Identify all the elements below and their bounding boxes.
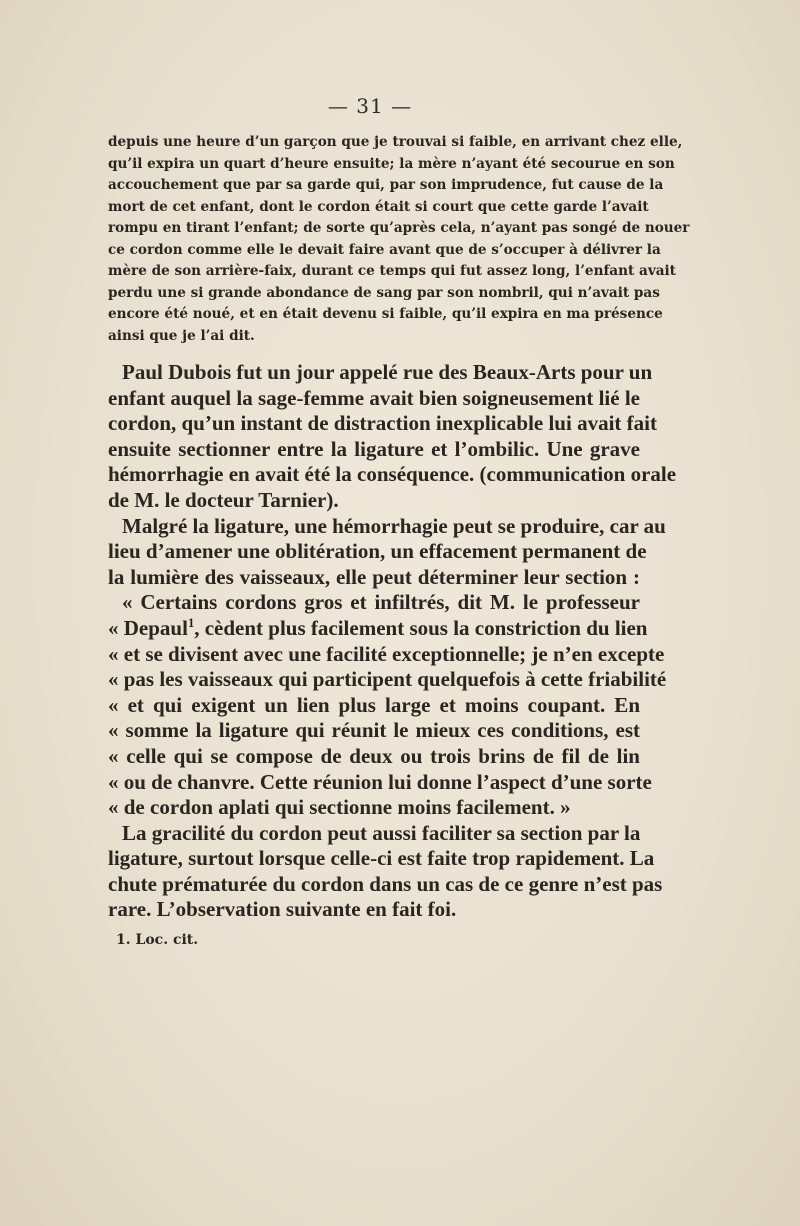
text-line: accouchement que par sa garde qui, par son imprudence, fut cause de la xyxy=(108,177,664,193)
quote-line xyxy=(108,615,648,642)
text-line: depuis une heure d’un garçon que je trouvai si faible, en arrivant chez elle, xyxy=(108,134,683,150)
text-line: la lumière des vaisseaux, elle peut déterminer leur section : xyxy=(108,564,640,589)
text-line: perdu une si grande abondance de sang par son nombril, qui n’avait pas xyxy=(108,284,660,301)
text-line: ainsi que je l’ai dit. xyxy=(108,327,255,344)
quote-line: « celle qui se compose de deux ou trois brins de fil de lin xyxy=(108,743,640,768)
text-line: Paul Dubois fut un jour appelé rue des Beaux-Arts pour un xyxy=(122,360,653,384)
text-line: hémorrhagie en avait été la conséquence. (communication orale xyxy=(108,462,677,487)
text-line: ligature, surtout lorsque celle-ci est faite trop rapidement. La xyxy=(108,846,655,871)
quote-line: « de cordon aplati qui sectionne moins facilement. » xyxy=(108,795,571,820)
paragraph-quoted-account xyxy=(108,132,690,347)
footnote-marker: 1 xyxy=(187,615,195,630)
text-line: cordon, qu’un instant de distraction inexplicable lui avait fait xyxy=(108,411,657,436)
quote-line: « ou de chanvre. Cette réunion lui donne l’aspect d’une sorte xyxy=(108,769,652,794)
quote-text: « Depaul xyxy=(108,615,188,640)
text-line: La gracilité du cordon peut aussi faciliter sa section par la xyxy=(122,820,641,845)
text-line: Malgré la ligature, une hémorrhagie peut se produire, car au xyxy=(122,513,666,538)
text-line: enfant auquel la sage-femme avait bien soigneusement lié le xyxy=(108,385,640,410)
text-line: lieu d’amener une oblitération, un effacement permanent de xyxy=(108,539,647,564)
quote-line: « pas les vaisseaux qui participent quelquefois à cette friabilité xyxy=(108,667,667,692)
text-line: ce cordon comme elle le devait faire avant que de s’occuper à délivrer la xyxy=(108,241,661,258)
quote-line: « somme la ligature qui réunit le mieux ces conditions, est xyxy=(108,718,640,743)
quote-line: « et qui exigent un lien plus large et moins coupant. En xyxy=(108,692,640,717)
text-line: mère de son arrière-faix, durant ce temps qui fut assez long, l’enfant avait xyxy=(108,263,676,279)
quote-line: « Certains cordons gros et infiltrés, dit M. le professeur xyxy=(122,590,640,615)
text-line: chute prématurée du cordon dans un cas de ce genre n’est pas xyxy=(108,871,663,896)
quote-text: , cèdent plus facilement sous la constriction du lien xyxy=(194,615,648,640)
text-line: rompu en tirant l’enfant; de sorte qu’après cela, n’ayant pas songé de nouer xyxy=(108,220,690,236)
text-line: rare. L’observation suivante en fait foi. xyxy=(108,897,457,922)
text-line: de M. le docteur Tarnier). xyxy=(108,487,339,512)
text-line: ensuite sectionner entre la ligature et l’ombilic. Une grave xyxy=(108,436,640,461)
text-line: mort de cet enfant, dont le cordon était si court que cette garde l’avait xyxy=(108,198,649,215)
main-text xyxy=(108,360,677,923)
text-line: qu’il expira un quart d’heure ensuite; la mère n’ayant été secourue en son xyxy=(108,155,675,172)
quote-line: « et se divisent avec une facilité exceptionnelle; je n’en excepte xyxy=(108,641,665,666)
page-number: — 31 — xyxy=(327,94,413,118)
footnote: 1. Loc. cit. xyxy=(116,932,199,948)
text-line: encore été noué, et en était devenu si faible, qu’il expira en ma présence xyxy=(108,306,663,322)
